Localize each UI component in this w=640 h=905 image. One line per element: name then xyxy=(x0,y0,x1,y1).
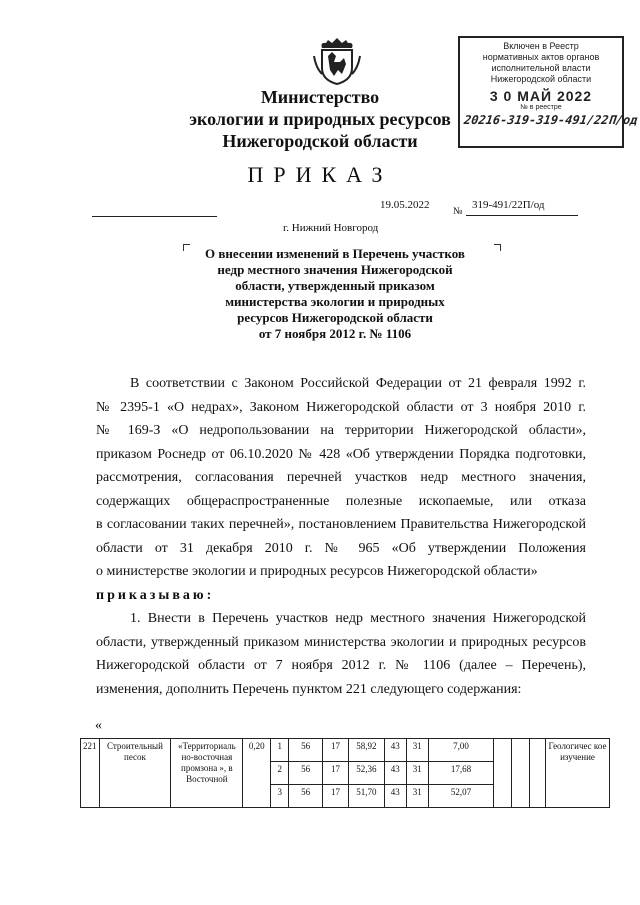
preamble-line: № 169-З «О недропользовании на территории Нижегородской области», xyxy=(96,423,586,438)
stamp-reg-number: 20216-319-319-491/22П/од xyxy=(463,113,639,127)
document-title: ПРИКАЗ xyxy=(247,162,393,187)
area-cell: 0,20 xyxy=(243,739,271,808)
lon-sec: 7,00 xyxy=(428,739,494,762)
lat-deg: 56 xyxy=(289,785,323,808)
stamp-reg-label: № в реестре xyxy=(520,104,562,111)
stamp-line: нормативных актов органов xyxy=(482,52,600,62)
lon-deg: 43 xyxy=(384,785,406,808)
point-number: 2 xyxy=(271,762,289,785)
lat-sec: 58,92 xyxy=(348,739,384,762)
item1-line: 1. Внести в Перечень участков недр местного значения Нижегородской xyxy=(130,611,586,626)
lat-deg: 56 xyxy=(289,762,323,785)
lon-min: 31 xyxy=(406,785,428,808)
lat-min: 17 xyxy=(323,739,349,762)
preamble xyxy=(96,372,586,701)
number-underline xyxy=(466,215,578,216)
lon-deg: 43 xyxy=(384,739,406,762)
registry-stamp xyxy=(458,36,639,148)
item1-line: Нижегородской области от 7 ноября 2012 г. № 1106 (далее – Перечень), xyxy=(96,658,586,673)
purpose-cell: Геологичес кое изучение xyxy=(546,739,610,808)
empty-cell xyxy=(512,739,530,808)
stamp-line: исполнительной власти xyxy=(491,63,591,73)
lon-min: 31 xyxy=(406,762,428,785)
number-sign: № xyxy=(453,206,463,217)
lon-deg: 43 xyxy=(384,762,406,785)
perechen-table xyxy=(80,738,610,808)
order-date: 19.05.2022 xyxy=(380,199,430,211)
ministry-line: Нижегородской области xyxy=(222,131,418,151)
preamble-line: № 2395-1 «О недрах», Законом Нижегородской области от 3 ноября 2010 г. xyxy=(96,399,586,415)
ministry-line: экологии и природных ресурсов xyxy=(189,109,451,129)
preamble-line: В соответствии с Законом Российской Федерации от 21 февраля 1992 г. xyxy=(130,376,586,391)
lat-sec: 51,70 xyxy=(348,785,384,808)
subject-line: недр местного значения Нижегородской xyxy=(217,262,453,277)
table-row xyxy=(81,739,610,762)
site-name-cell: «Территориаль но-восточная промзона », в Восточной xyxy=(171,739,243,808)
lon-sec: 17,68 xyxy=(428,762,494,785)
order-number: 319-491/22П/од xyxy=(472,199,545,211)
preamble-line: о министерстве экологии и природных ресурсов Нижегородской области» xyxy=(96,564,538,579)
subject-line: области, утвержденный приказом xyxy=(235,278,435,293)
preamble-line: приказом Роснедр от 06.10.2020 № 428 «Об утверждении Порядка подготовки, xyxy=(96,446,586,462)
subject-line: министерства экологии и природных xyxy=(225,294,445,309)
item1-line: изменения, дополнить Перечень пунктом 221 следующего содержания: xyxy=(96,681,522,697)
point-number: 3 xyxy=(271,785,289,808)
preamble-line: области от 31 декабря 2010 г. № 965 «Об утверждении Положения xyxy=(96,540,586,556)
stamp-line: Нижегородской области xyxy=(490,74,592,84)
ministry-line: Министерство xyxy=(260,87,380,107)
preamble-line: рассмотрения, согласования перечней участков недр местного значения, xyxy=(96,470,586,485)
point-number: 1 xyxy=(271,739,289,762)
lat-min: 17 xyxy=(323,762,349,785)
lon-min: 31 xyxy=(406,739,428,762)
empty-cell xyxy=(494,739,512,808)
city: г. Нижний Новгород xyxy=(283,222,379,234)
subject-line: ресурсов Нижегородской области xyxy=(237,310,433,325)
lat-min: 17 xyxy=(323,785,349,808)
lat-sec: 52,36 xyxy=(348,762,384,785)
lon-sec: 52,07 xyxy=(428,785,494,808)
row-number: 221 xyxy=(81,739,100,808)
stamp-date: 3 0 МАЙ 2022 xyxy=(489,88,593,104)
item1-line: области, утвержденный приказом министерства экологии и природных ресурсов xyxy=(96,634,586,650)
empty-cell xyxy=(530,739,546,808)
stamp-line: Включен в Реестр xyxy=(503,41,579,51)
date-underline-left xyxy=(92,216,217,217)
mineral-cell: Строительный песок xyxy=(99,739,171,808)
subject-line: от 7 ноября 2012 г. № 1106 xyxy=(258,326,412,341)
opening-quote: « xyxy=(95,718,102,733)
preamble-line: в согласовании таких перечней», постановлением Правительства Нижегородской xyxy=(96,517,586,532)
coat-of-arms-icon xyxy=(312,34,362,86)
lat-deg: 56 xyxy=(289,739,323,762)
subject-line: О внесении изменений в Перечень участков xyxy=(205,246,465,261)
order-subject xyxy=(170,246,500,342)
ministry-name xyxy=(170,86,470,152)
directive: приказываю: xyxy=(96,587,215,603)
preamble-line: содержащих общераспространенные полезные ископаемые, или отказа xyxy=(96,493,586,509)
